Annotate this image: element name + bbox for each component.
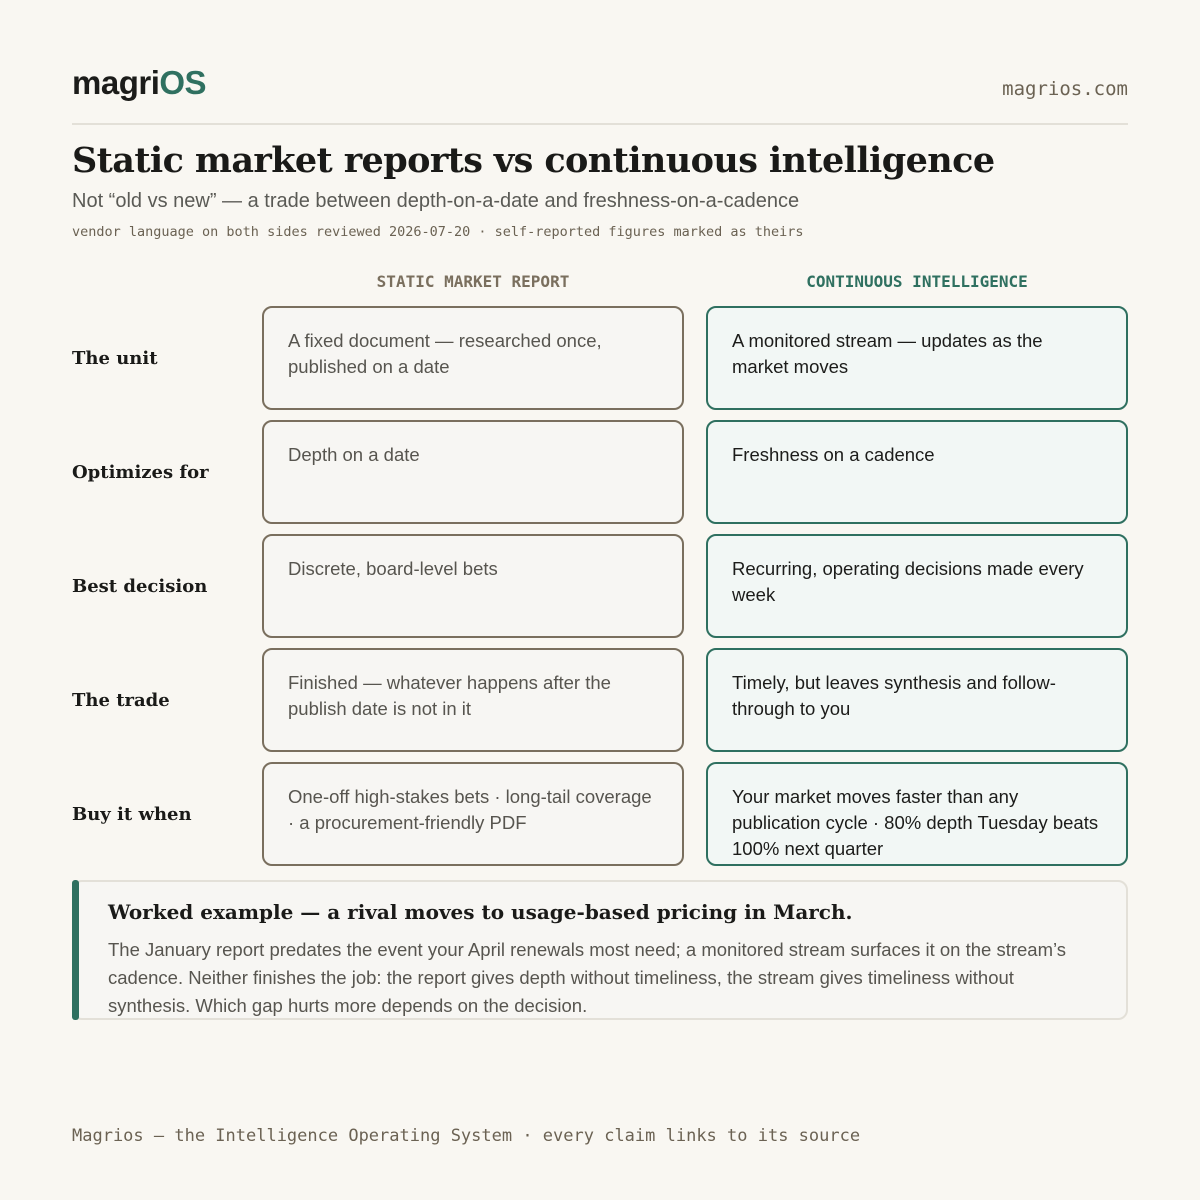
header [72,64,1128,108]
static-cell: Finished — whatever happens after the publish date is not in it [262,648,684,752]
page-title: Static market reports vs continuous intelligence [72,140,995,181]
column-header-static: STATIC MARKET REPORT [376,272,570,291]
site-link[interactable]: magrios.com [1002,78,1128,100]
comparison-row-buy [72,762,1128,866]
comparison-row-unit [72,306,1128,410]
example-title: Worked example — a rival moves to usage-based pricing in March. [108,900,853,924]
row-label: The unit [72,347,158,369]
row-label: The trade [72,689,170,711]
page-subtitle: Not “old vs new” — a trade between depth-on-a-date and freshness-on-a-cadence [72,190,800,212]
static-cell: One-off high-stakes bets · long-tail coverage · a procurement-friendly PDF [262,762,684,866]
example-body: The January report predates the event your April renewals most need; a monitored stream surfaces it on the stream’s cadence. Neither finishes the job: the report gives depth without timeliness, the stream gives timeliness without synthesis. Which gap hurts more depends on the decision. [108,939,1067,1016]
row-label: Optimizes for [72,461,209,483]
comparison-row-trade [72,648,1128,752]
footer-tagline: Magrios — the Intelligence Operating System · every claim links to its source [72,1126,861,1146]
continuous-cell: Your market moves faster than any publication cycle · 80% depth Tuesday beats 100% next quarter [706,762,1128,866]
header-divider [72,123,1128,125]
worked-example-panel [72,880,1128,1020]
static-cell: Depth on a date [262,420,684,524]
continuous-cell: Recurring, operating decisions made every week [706,534,1128,638]
page [72,0,1128,1200]
example-accent-bar [72,880,79,1020]
static-cell: Discrete, board-level bets [262,534,684,638]
continuous-cell: A monitored stream — updates as the market moves [706,306,1128,410]
logo-accent: OS [159,64,207,101]
comparison-row-optimizes [72,420,1128,524]
row-label: Buy it when [72,803,192,825]
static-cell: A fixed document — researched once, published on a date [262,306,684,410]
brand-logo[interactable] [72,64,206,102]
comparison-row-decision [72,534,1128,638]
column-header-continuous: CONTINUOUS INTELLIGENCE [806,272,1028,291]
continuous-cell: Freshness on a cadence [706,420,1128,524]
row-label: Best decision [72,575,208,597]
continuous-cell: Timely, but leaves synthesis and follow-through to you [706,648,1128,752]
review-note: vendor language on both sides reviewed 2026-07-20 · self-reported figures marked as theirs [72,224,804,240]
logo-main: magri [72,64,160,101]
